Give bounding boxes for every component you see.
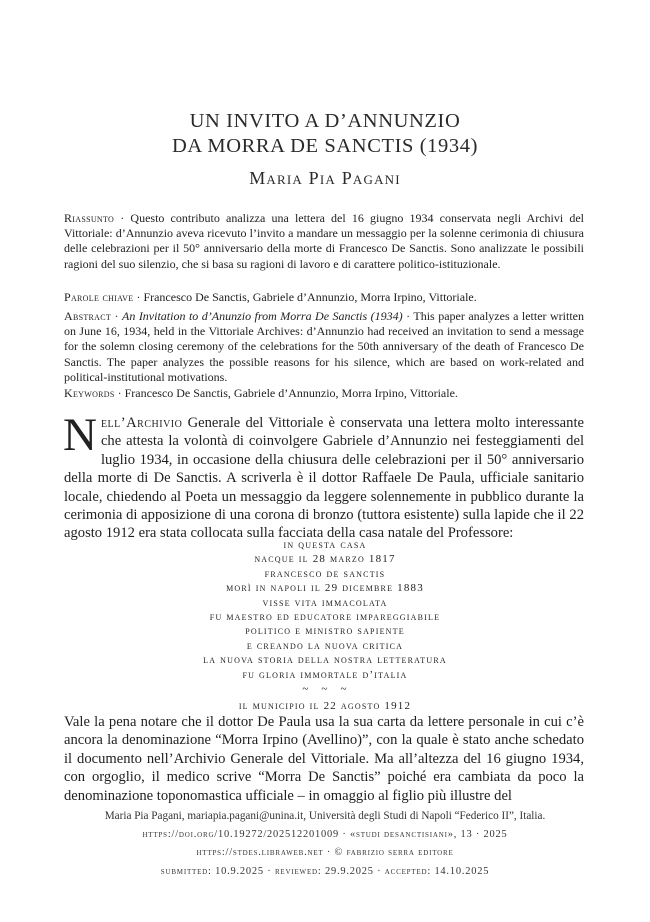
doi-line: https://doi.org/10.19272/202512201009 · «studi desanctisiani», 13 · 2025 <box>142 829 508 840</box>
lead-in: ell’Archivio <box>100 415 183 431</box>
site-line: https://stdes.libraweb.net · © fabrizio serra editore <box>196 847 454 858</box>
inscription-line: morì in napoli il 29 dicembre 1883 <box>226 582 424 595</box>
parole-chiave-text: Francesco De Sanctis, Gabriele d’Annunzio, Morra Irpino, Vittoriale. <box>143 290 477 304</box>
author-affiliation: Maria Pia Pagani, mariapia.pagani@unina.it, Università degli Studi di Napoli “Federico II”, Italia. <box>104 810 546 822</box>
plaque-inscription <box>0 538 650 714</box>
parole-chiave-separator: · <box>133 290 144 304</box>
riassunto-label: Riassunto <box>64 211 115 225</box>
article-title-line-2: DA MORRA DE SANCTIS (1934) <box>171 135 479 157</box>
body-paragraph-2: Vale la pena notare che il dottor De Paula usa la sua carta da lettere personale in cui c’è ancora la denominazione “Morra Irpino (Avellino)”, con la quale è stato anche schedato il documento nell’Archivio Generale del Vittoriale. Ma all’altezza del 16 giugno 1934, con orgoglio, il medico scrive “Morra De Sanctis” poiché era cambiata da poco la denominazione toponomastica ufficiale – in omaggio al figlio più illustre del <box>64 714 584 804</box>
inscription-line: fu gloria immortale d’italia <box>242 668 408 681</box>
abstract-separator-2: · <box>402 309 414 323</box>
inscription-ornament: ~ ~ ~ <box>302 683 348 696</box>
abstract-text: This paper analyzes a letter written on June 16, 1934, held in the Vittoriale Archives: d’Annunzio had received an invitation to send a message for the solemn closing ceremony of the celebrations for the 50th anniversary of the death of Francesco De Sanctis. The paper analyzes the possible reasons for his silence, which are based on work-related and political-institutional motivations. <box>64 309 585 384</box>
riassunto-block <box>64 211 584 272</box>
inscription-line: e creando la nuova critica <box>246 639 404 652</box>
inscription-line: la nuova storia della nostra letteratura <box>203 654 447 667</box>
dates-line: submitted: 10.9.2025 · reviewed: 29.9.2025 · accepted: 14.10.2025 <box>160 866 490 877</box>
abstract-separator: · <box>111 309 123 323</box>
riassunto-text: Questo contributo analizza una lettera del 16 giugno 1934 conservata negli Archivi del Vittoriale: d’Annunzio aveva ricevuto l’invito a mandare un messaggio per la solenne cerimonia di chiusura delle celebrazioni per il 50° anniversario della morte di Francesco De Sanctis. Sono analizzate le possibili ragioni del suo silenzio, che si basa su ragioni di lavoro e di carattere politico-istituzionale. <box>64 211 585 271</box>
inscription-line: in questa casa <box>283 539 367 551</box>
article-author: Maria Pia Pagani <box>249 168 401 188</box>
paragraph-1-text: Generale del Vittoriale è conservata una lettera molto interessante che attesta la volontà di coinvolgere Gabriele d’Annunzio nei festeggiamenti del luglio 1934, in occasione della chiusura delle celebrazioni per il 50° anniversario della morte di De Sanctis. A scriverla è il dottor Raffaele De Paula, ufficiale sanitario locale, chiedendo al Poeta un messaggio da leggere solennemente in pubblico durante la cerimonia di apposizione di una corona di bronzo (tuttora esistente) sulla lapide che il 22 agosto 1912 era stata collocata sulla facciata della casa natale del Professore: <box>64 415 584 542</box>
inscription-line: politico e ministro sapiente <box>245 625 405 638</box>
parole-chiave-label: Parole chiave <box>64 290 134 304</box>
inscription-line: francesco de sanctis <box>264 567 386 580</box>
parole-chiave-block <box>64 290 584 305</box>
inscription-line: nacque il 28 marzo 1817 <box>254 553 396 566</box>
riassunto-separator: · <box>114 211 131 225</box>
abstract-label: Abstract <box>64 309 112 323</box>
abstract-title: An Invitation to d’Anunzio from Morra De Sanctis (1934) <box>122 309 403 323</box>
drop-cap: N <box>63 409 97 461</box>
abstract-block <box>64 309 584 385</box>
inscription-line: fu maestro ed educatore impareggiabile <box>209 611 441 624</box>
inscription-line: visse vita immacolata <box>262 596 388 609</box>
article-title-line-1: UN INVITO A D’ANNUNZIO <box>189 110 461 132</box>
inscription-line: il municipio il 22 agosto 1912 <box>238 700 412 713</box>
keywords-separator: · <box>114 386 125 400</box>
keywords-block <box>64 386 584 401</box>
keywords-text: Francesco De Sanctis, Gabriele d’Annunzio, Morra Irpino, Vittoriale. <box>124 386 458 400</box>
body-paragraph-1 <box>63 409 584 543</box>
keywords-label: Keywords <box>64 386 115 400</box>
